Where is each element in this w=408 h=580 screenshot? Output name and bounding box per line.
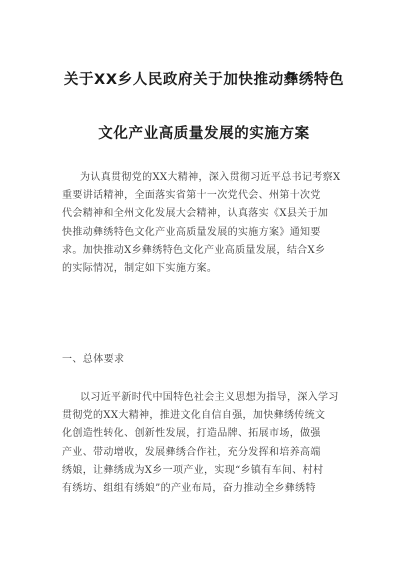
section-1-line: 产业、带动增收，发展彝绣合作社，充分发挥和培养高端 bbox=[62, 446, 321, 458]
document-title-line-1: 关于XX乡人民政府关于加快推动彝绣特色 bbox=[63, 72, 345, 88]
intro-line: 重要讲话精神，全面落实省第十一次党代会、州第十次党 bbox=[62, 190, 321, 202]
intro-line: 代会精神和全州文化发展大会精神，认真落实《X县关于加 bbox=[62, 208, 329, 220]
intro-line: 的实际情况，制定如下实施方案。 bbox=[62, 263, 218, 275]
intro-paragraph bbox=[62, 169, 352, 278]
intro-line: 求。加快推动X乡彝绣特色文化产业高质量发展，结合X乡 bbox=[62, 244, 326, 256]
intro-line: 快推动彝绣特色文化产业高质量发展的实施方案》通知要 bbox=[62, 226, 321, 238]
section-1-line: 绣娘，让彝绣成为X乡一项产业，实现“乡镇有车间、村村 bbox=[62, 464, 324, 476]
section-1-line: 化创造性转化、创新性发展，打造品牌、拓展市场，做强 bbox=[62, 428, 321, 440]
intro-line: 为认真贯彻党的XX大精神，深入贯彻习近平总书记考察X bbox=[80, 172, 341, 183]
section-1-line: 以习近平新时代中国特色社会主义思想为指导，深入学习 bbox=[80, 392, 339, 403]
section-heading-general-requirements: 一、总体要求 bbox=[62, 354, 125, 365]
section-1-line: 有绣坊、组组有绣娘”的产业布局，奋力推动全乡彝绣特 bbox=[62, 483, 316, 495]
document-title-line-2: 文化产业高质量发展的实施方案 bbox=[98, 126, 310, 142]
section-1-paragraph bbox=[62, 389, 352, 498]
section-1-line: 贯彻党的XX大精神，推进文化自信自强，加快彝绣传统文 bbox=[62, 410, 326, 422]
